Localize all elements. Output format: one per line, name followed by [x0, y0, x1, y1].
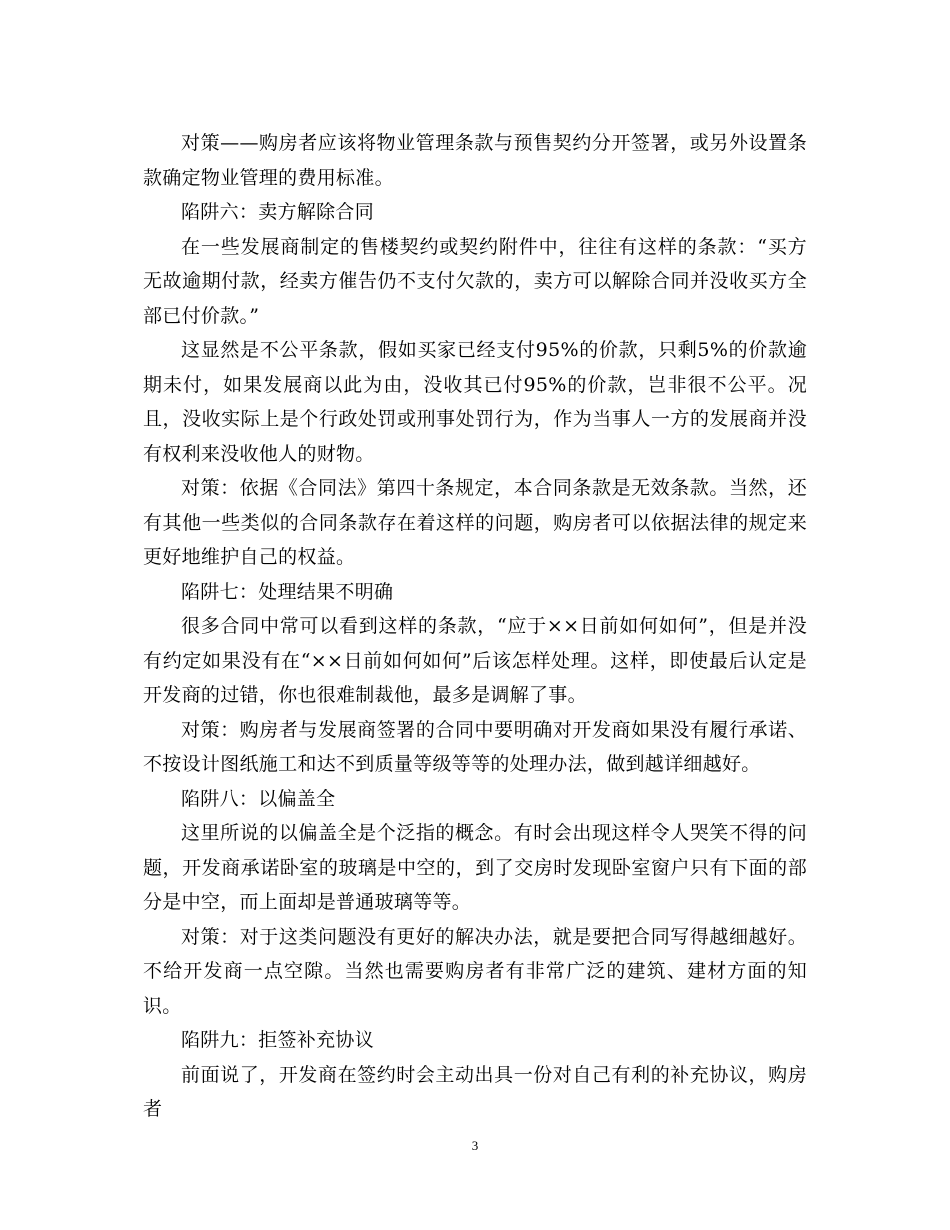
- paragraph-trap-nine-description: 前面说了，开发商在签约时会主动出具一份对自己有利的补充协议，购房者: [143, 1063, 807, 1120]
- paragraph-trap-six-analysis: 这显然是不公平条款，假如买家已经支付95%的价款，只剩5%的价款逾期未付，如果发展商以此为由，没收其已付95%的价款，岂非很不公平。况且，没收实际上是个行政处罚或刑事处罚行为，作为当事人一方的发展商并没有权利来没收他人的财物。: [143, 339, 807, 465]
- paragraph-trap-eight-description: 这里所说的以偏盖全是个泛指的概念。有时会出现这样令人哭笑不得的问题，开发商承诺卧室的玻璃是中空的，到了交房时发现卧室窗户只有下面的部分是中空，而上面却是普通玻璃等等。: [143, 822, 807, 913]
- paragraph-countermeasure-property-management: 对策——购房者应该将物业管理条款与预售契约分开签署，或另外设置条款确定物业管理的费用标准。: [143, 132, 807, 189]
- heading-trap-six: 陷阱六：卖方解除合同: [181, 201, 375, 223]
- heading-trap-nine: 陷阱九：拒签补充协议: [181, 1029, 375, 1051]
- paragraph-trap-eight-countermeasure: 对策：对于这类问题没有更好的解决办法，就是要把合同写得越细越好。不给开发商一点空隙。当然也需要购房者有非常广泛的建筑、建材方面的知识。: [143, 925, 807, 1017]
- page-number: 3: [471, 1138, 479, 1153]
- heading-trap-seven: 陷阱七：处理结果不明确: [181, 580, 394, 603]
- paragraph-trap-seven-countermeasure: 对策：购房者与发展商签署的合同中要明确对开发商如果没有履行承诺、不按设计图纸施工和达不到质量等级等等的处理办法，做到越详细越好。: [143, 718, 807, 775]
- paragraph-trap-seven-description: 很多合同中常可以看到这样的条款，“应于××日前如何如何”，但是并没有约定如果没有在“××日前如何如何”后该怎样处理。这样，即使最后认定是开发商的过错，你也很难制裁他，最多是调解了事。: [143, 615, 807, 706]
- paragraph-trap-six-countermeasure: 对策：依据《合同法》第四十条规定，本合同条款是无效条款。当然，还有其他一些类似的合同条款存在着这样的问题，购房者可以依据法律的规定来更好地维护自己的权益。: [143, 477, 807, 568]
- paragraph-trap-six-clause: 在一些发展商制定的售楼契约或契约附件中，往往有这样的条款：“买方无故逾期付款，经卖方催告仍不支付欠款的，卖方可以解除合同并没收买方全部已付价款。”: [143, 235, 807, 327]
- heading-trap-eight: 陷阱八：以偏盖全: [181, 787, 336, 810]
- document-body: [143, 126, 807, 1127]
